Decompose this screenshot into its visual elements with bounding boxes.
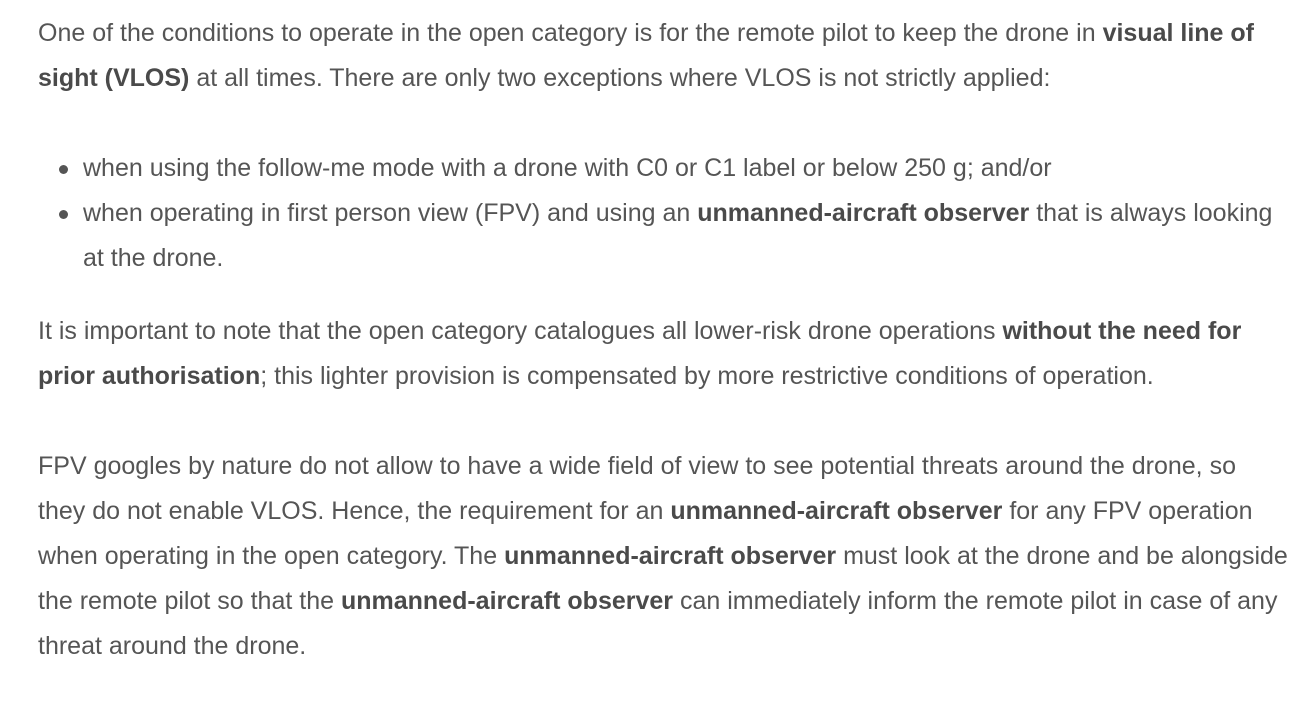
list-item-text: that is always looking at the drone.	[83, 199, 1273, 272]
paragraph-text: One of the conditions to operate in the open category is for the remote pilot to keep the drone in	[38, 19, 1103, 47]
list-item-text: when operating in first person view (FPV) and using an	[83, 199, 698, 227]
observer-term: unmanned-aircraft observer	[697, 199, 1030, 227]
no-authorisation-term: without the need for prior authorisation	[38, 317, 1242, 390]
bullet-icon	[59, 165, 68, 174]
paragraph-text: It is important to note that the open category catalogues all lower-risk drone operations	[38, 317, 1003, 345]
paragraph-text: for any FPV operation when operating in the open category. The	[38, 497, 1253, 570]
paragraph-text: FPV googles by nature do not allow to have a wide field of view to see potential threats around the drone, so they do not enable VLOS. Hence, the requirement for an	[38, 452, 1236, 525]
vlos-exceptions-list	[38, 146, 1288, 281]
article-body	[38, 11, 1288, 669]
vlos-term: visual line of sight (VLOS)	[38, 19, 1255, 92]
paragraph-text: ; this lighter provision is compensated by more restrictive conditions of operation.	[260, 362, 1154, 390]
vlos-paragraph	[38, 11, 1288, 101]
list-item	[83, 146, 1288, 191]
fpv-paragraph	[38, 444, 1288, 669]
paragraph-text: at all times. There are only two exceptions where VLOS is not strictly applied:	[189, 64, 1051, 92]
open-category-paragraph	[38, 309, 1288, 399]
observer-term: unmanned-aircraft observer	[670, 497, 1003, 525]
observer-term: unmanned-aircraft observer	[504, 542, 837, 570]
list-item	[83, 191, 1288, 281]
observer-term: unmanned-aircraft observer	[340, 587, 674, 615]
paragraph-text: must look at the drone and be alongside the remote pilot so that the	[38, 542, 1288, 615]
list-item-text: when using the follow-me mode with a drone with C0 or C1 label or below 250 g; and/or	[83, 154, 1052, 182]
bullet-icon	[59, 210, 68, 219]
paragraph-text: can immediately inform the remote pilot in case of any threat around the drone.	[38, 587, 1278, 660]
